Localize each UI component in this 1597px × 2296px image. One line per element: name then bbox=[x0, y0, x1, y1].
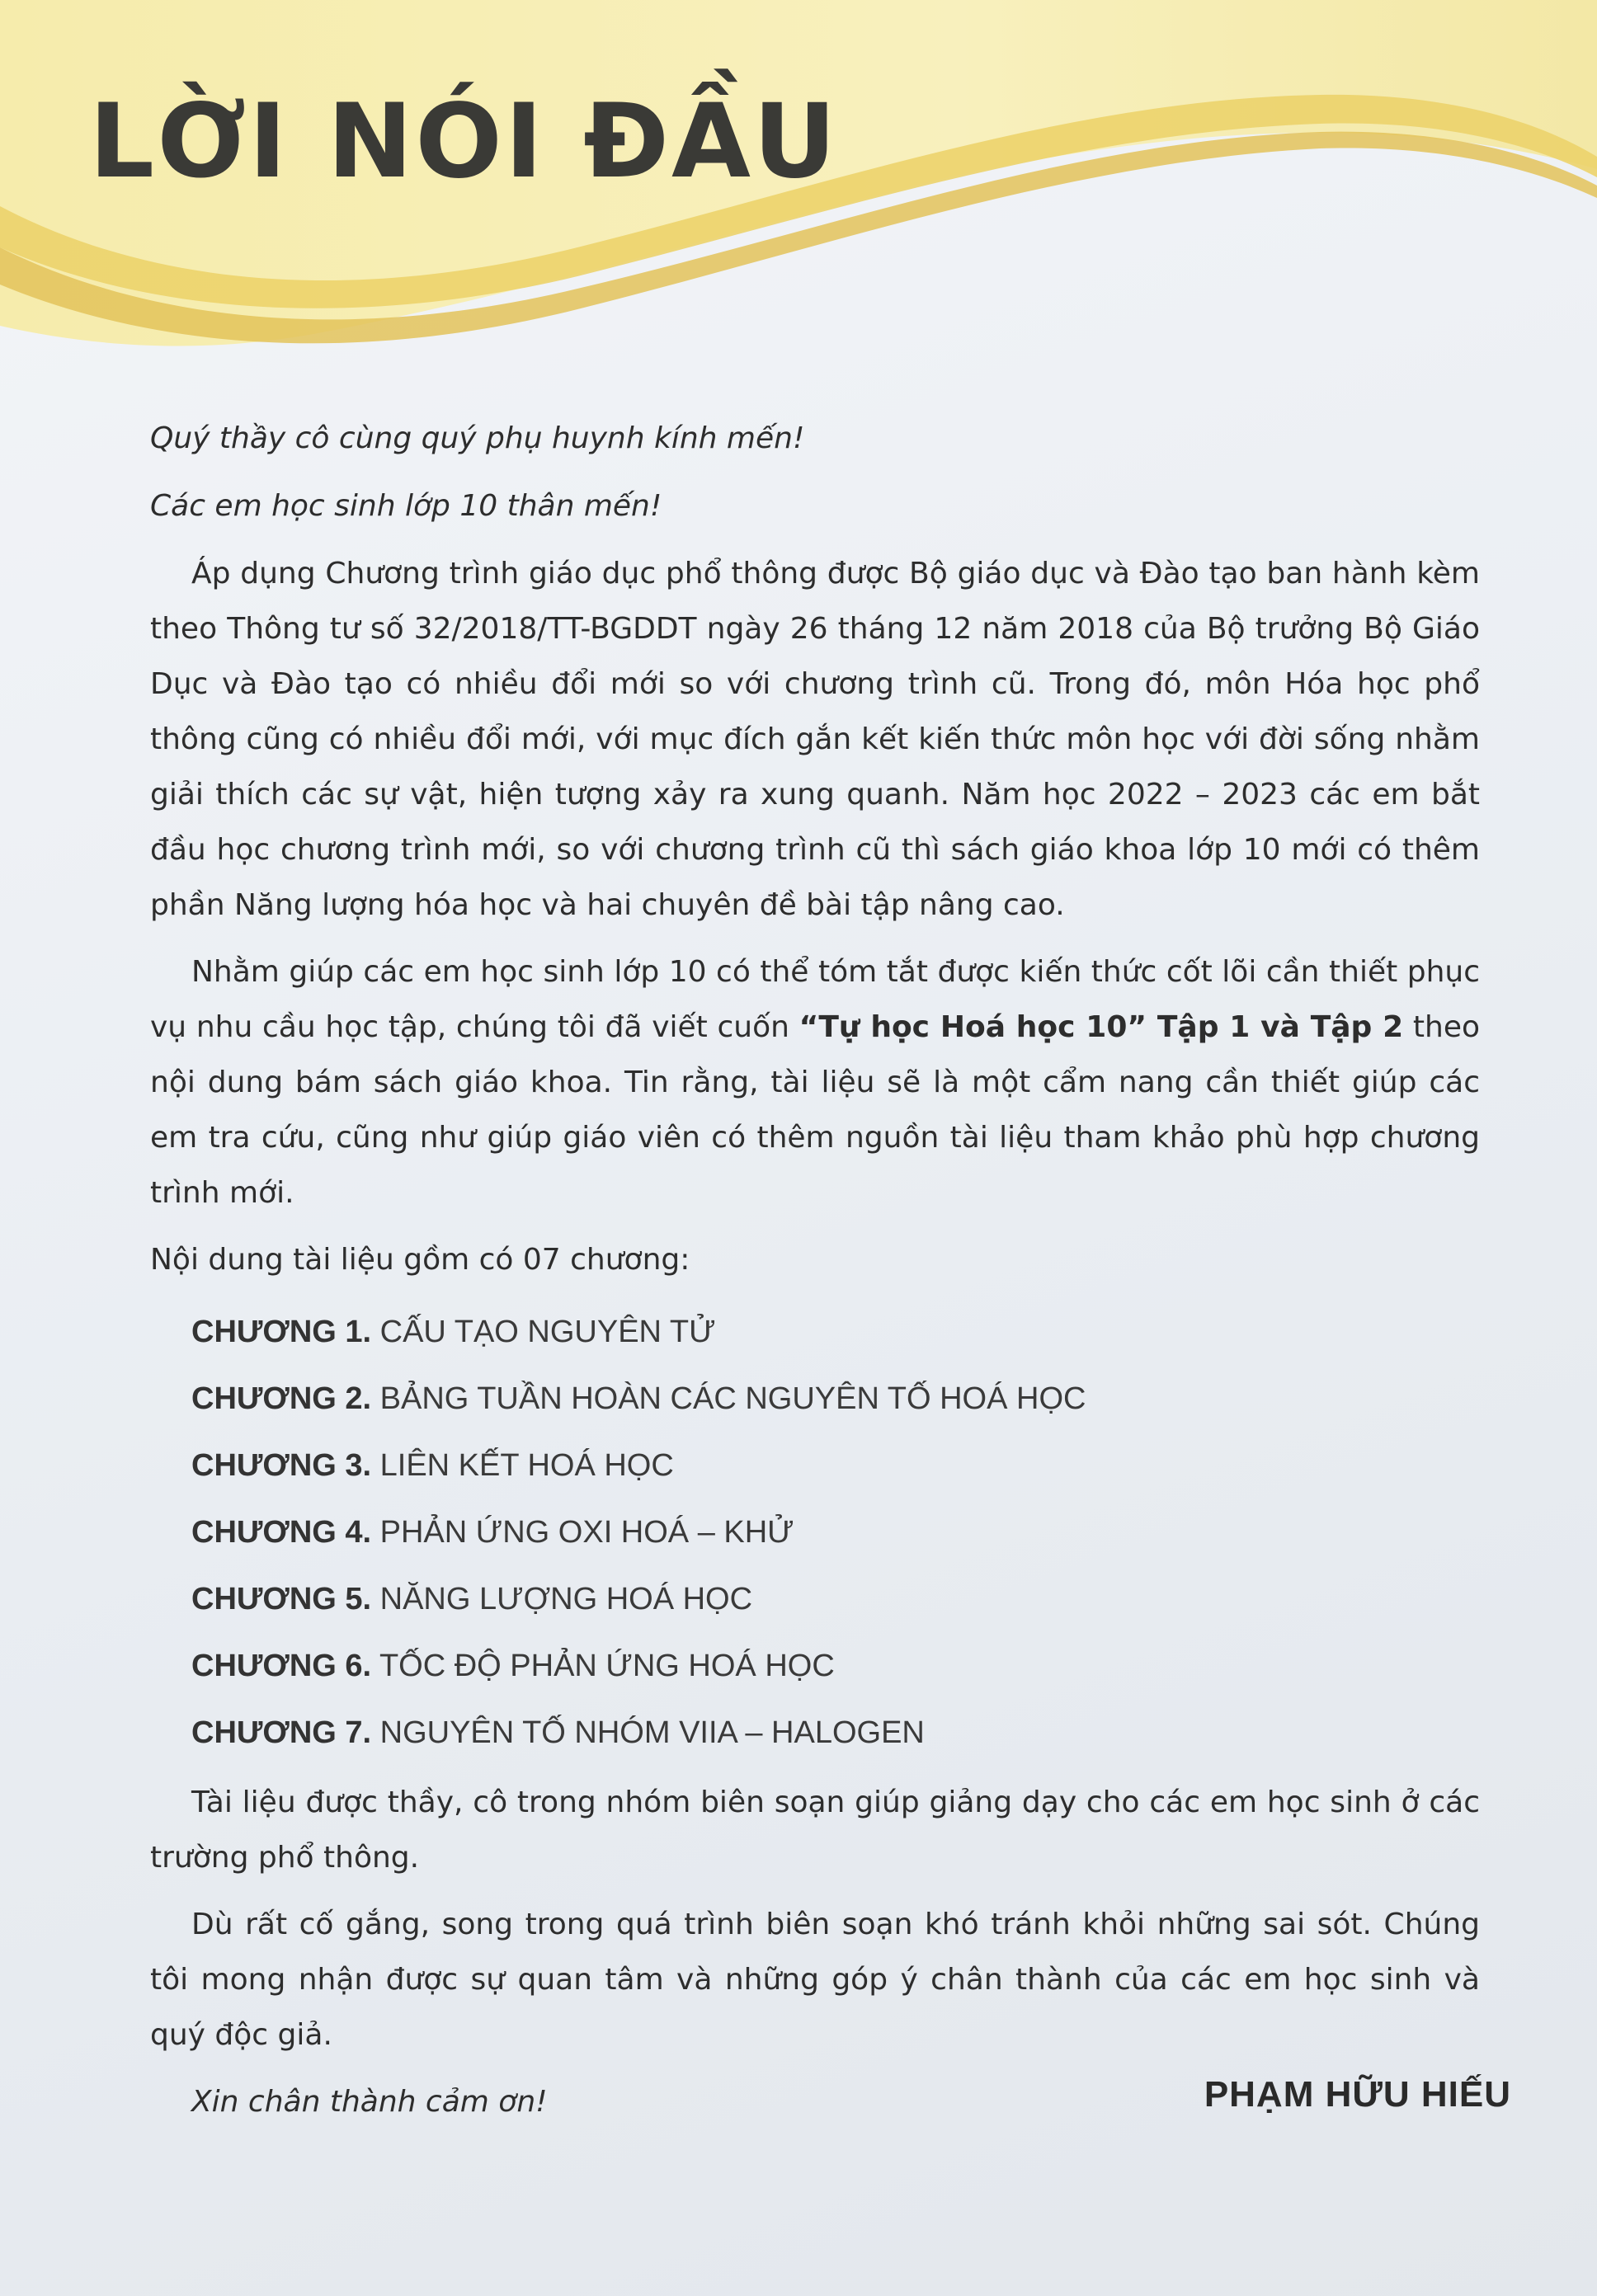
chapter-name: PHẢN ỨNG OXI HOÁ – KHỬ bbox=[379, 1515, 794, 1550]
chapter-name: LIÊN KẾT HOÁ HỌC bbox=[379, 1448, 674, 1483]
page-title: LỜI NÓI ĐẦU bbox=[89, 82, 839, 201]
author-signature: PHẠM HỮU HIẾU bbox=[1204, 2074, 1511, 2115]
purpose-text-before: Nhằm giúp các em học sinh lớp 10 có thể tóm tắt được kiến thức cốt lõi cần thiết phục vụ nhu cầu học tập, chúng tôi đã viết cuốn bbox=[150, 955, 1480, 1044]
chapter-number: CHƯƠNG 5. bbox=[191, 1582, 372, 1616]
preface-body bbox=[150, 411, 1480, 2129]
chapter-item bbox=[191, 1433, 1480, 1499]
chapter-number: CHƯƠNG 6. bbox=[191, 1649, 372, 1683]
intro-paragraph: Áp dụng Chương trình giáo dục phổ thông được Bộ giáo dục và Đào tạo ban hành kèm theo Thông tư số 32/2018/TT-BGDDT ngày 26 tháng 12 năm 2018 của Bộ trưởng Bộ Giáo Dục và Đào tạo có nhiều đổi mới so với chương trình cũ. Trong đó, môn Hóa học phổ thông cũng có nhiều đổi mới, với mục đích gắn kết kiến thức môn học với đời sống nhằm giải thích các sự vật, hiện tượng xảy ra xung quanh. Năm học 2022 – 2023 các em bắt đầu học chương trình mới, so với chương trình cũ thì sách giáo khoa lớp 10 mới có thêm phần Năng lượng hóa học và hai chuyên đề bài tập nâng cao. bbox=[150, 557, 1480, 922]
chapter-item bbox=[191, 1700, 1480, 1767]
chapter-number: CHƯƠNG 4. bbox=[191, 1515, 372, 1550]
chapter-number: CHƯƠNG 2. bbox=[191, 1381, 372, 1416]
book-title: “Tự học Hoá học 10” Tập 1 và Tập 2 bbox=[798, 1010, 1404, 1044]
chapter-number: CHƯƠNG 1. bbox=[191, 1315, 372, 1349]
greeting-line-1: Quý thầy cô cùng quý phụ huynh kính mến! bbox=[150, 421, 805, 455]
chapter-name: TỐC ĐỘ PHẢN ỨNG HOÁ HỌC bbox=[379, 1649, 835, 1683]
thanks-line: Xin chân thành cảm ơn! bbox=[191, 2085, 548, 2119]
chapter-number: CHƯƠNG 7. bbox=[191, 1715, 372, 1750]
purpose-paragraph bbox=[150, 944, 1480, 1221]
chapter-name: CẤU TẠO NGUYÊN TỬ bbox=[379, 1315, 716, 1349]
chapter-list bbox=[191, 1299, 1480, 1767]
chapter-number: CHƯƠNG 3. bbox=[191, 1448, 372, 1483]
greeting-line-2: Các em học sinh lớp 10 thân mến! bbox=[150, 489, 662, 523]
chapter-item bbox=[191, 1566, 1480, 1633]
chapter-item bbox=[191, 1633, 1480, 1700]
chapter-name: BẢNG TUẦN HOÀN CÁC NGUYÊN TỐ HOÁ HỌC bbox=[379, 1381, 1086, 1416]
chapter-name: NGUYÊN TỐ NHÓM VIIA – HALOGEN bbox=[379, 1715, 925, 1750]
contents-intro: Nội dung tài liệu gồm có 07 chương: bbox=[150, 1243, 690, 1277]
chapter-item bbox=[191, 1366, 1480, 1433]
authors-paragraph: Tài liệu được thầy, cô trong nhóm biên soạn giúp giảng dạy cho các em học sinh ở các trường phổ thông. bbox=[150, 1786, 1480, 1875]
chapter-name: NĂNG LƯỢNG HOÁ HỌC bbox=[379, 1582, 753, 1616]
chapter-item bbox=[191, 1299, 1480, 1366]
purpose-text-after: theo nội dung bám sách giáo khoa. Tin rằng, tài liệu sẽ là một cẩm nang cần thiết giúp các em tra cứu, cũng như giúp giáo viên có thêm nguồn tài liệu tham khảo phù hợp chương trình mới. bbox=[150, 1010, 1480, 1210]
apology-paragraph: Dù rất cố gắng, song trong quá trình biên soạn khó tránh khỏi những sai sót. Chúng tôi mong nhận được sự quan tâm và những góp ý chân thành của các em học sinh và quý độc giả. bbox=[150, 1908, 1480, 2052]
chapter-item bbox=[191, 1499, 1480, 1566]
